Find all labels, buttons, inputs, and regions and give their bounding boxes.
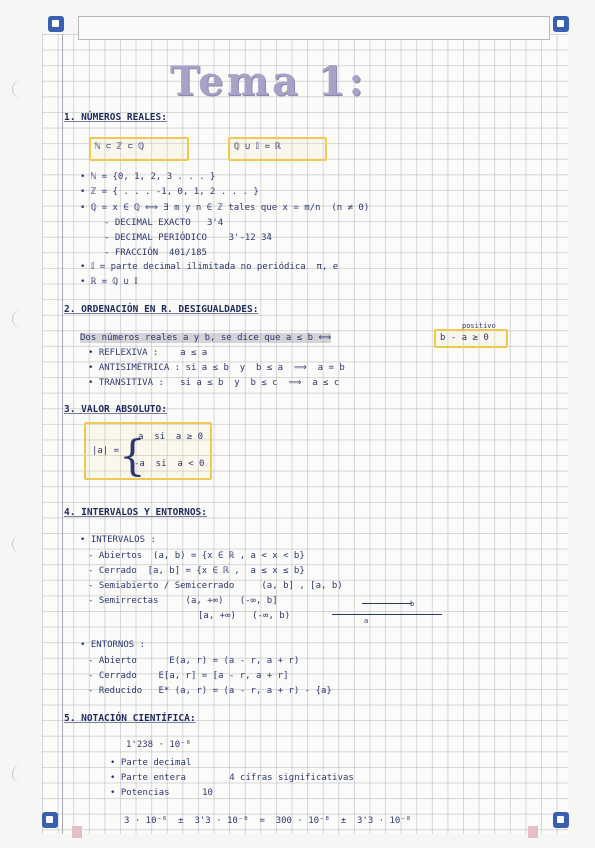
- intervals-heading: • INTERVALOS :: [80, 535, 156, 545]
- rational-type-3: - FRACCIÓN 401/185: [104, 248, 207, 258]
- binder-hole-icon: [12, 80, 23, 98]
- neighborhood-closed: - Cerrado E[a, r] = [a - r, a + r]: [88, 671, 289, 681]
- corner-mark-icon: [48, 16, 64, 32]
- number-line: [332, 614, 442, 615]
- section-1-title: 1. NÚMEROS REALES:: [64, 112, 167, 123]
- sci-part-integer: • Parte entera 4 cifras significativas: [110, 773, 354, 783]
- order-def: Dos números reales a y b, se dice que a ≤ b ⟺: [80, 333, 332, 343]
- corner-mark-icon: [553, 812, 569, 828]
- rational-type-2: - DECIMAL PERIÓDICO 3'-12 3̄4: [104, 233, 272, 243]
- property-transitive: • TRANSITIVA : si a ≤ b y b ≤ c ⟹ a ≤ c: [88, 378, 340, 388]
- sci-example: 1'238 · 10⁻⁶: [126, 740, 192, 750]
- rationals-def: • ℚ = x ∈ ℚ ⟺ ∃ m y n ∈ ℤ tales que x = m/n (n ≠ 0): [80, 203, 370, 213]
- sci-part-decimal: • Parte decimal: [110, 758, 192, 768]
- integers-def: • ℤ = { . . . -1, 0, 1, 2 . . . }: [80, 187, 259, 197]
- pink-square: [528, 826, 538, 838]
- section-4-title: 4. INTERVALOS Y ENTORNOS:: [64, 507, 207, 518]
- corner-mark-icon: [553, 16, 569, 32]
- sci-powers: • Potencias 10: [110, 788, 213, 798]
- page-title: Tema 1:: [170, 58, 367, 105]
- interval-half: - Semiabierto / Semicerrado (a, b] , [a, b): [88, 581, 343, 591]
- margin-line: [62, 34, 63, 834]
- pink-square: [72, 826, 82, 838]
- neighborhoods-heading: • ENTORNOS :: [80, 640, 146, 650]
- rational-type-1: - DECIMAL EXACTO 3'4: [104, 218, 224, 228]
- interval-open: - Abiertos (a, b) = {x ∈ ℝ , a < x < b}: [88, 551, 305, 561]
- abs-lhs: |a| =: [92, 446, 120, 456]
- binder-hole-icon: [12, 310, 23, 328]
- binder-hole-icon: [12, 535, 23, 553]
- interval-ray-2: [a, +∞) (-∞, b): [198, 611, 291, 621]
- neighborhood-open: - Abierto E(a, r) = (a - r, a + r): [88, 656, 300, 666]
- positive-note: positivo: [462, 322, 496, 330]
- sci-equation: 3 · 10⁻⁶ ± 3'3 · 10⁻⁸ = 300 · 10⁻⁸ ± 3'3 · 10⁻⁸: [124, 816, 412, 826]
- interval-closed: - Cerrado [a, b] = {x ∈ ℝ , a ≤ x ≤ b}: [88, 566, 305, 576]
- order-condition: b - a ≥ 0: [440, 333, 489, 343]
- abs-case-1: a si a ≥ 0: [138, 432, 204, 442]
- section-5-title: 5. NOTACIÓN CIENTÍFICA:: [64, 713, 196, 724]
- axis-label-b: b: [410, 600, 415, 608]
- abs-case-2: -a si a < 0: [134, 459, 205, 469]
- reals-def: • ℝ = ℚ ∪ 𝕀: [80, 277, 138, 287]
- brace-icon: {: [119, 431, 146, 480]
- interval-ray: - Semirrectas (a, +∞) (-∞, b]: [88, 596, 278, 606]
- binder-hole-icon: [12, 765, 23, 783]
- set-inclusion: ℕ ⊂ ℤ ⊂ ℚ: [95, 142, 144, 152]
- property-antisymmetric: • ANTISIMÉTRICA : si a ≤ b y b ≤ a ⟹ a = b: [88, 363, 345, 373]
- section-2-title: 2. ORDENACIÓN EN R. DESIGUALDADES:: [64, 304, 259, 315]
- naturals-def: • ℕ = {0, 1, 2, 3 . . . }: [80, 172, 216, 182]
- section-3-title: 3. VALOR ABSOLUTO:: [64, 404, 167, 415]
- interval-segment: [362, 603, 412, 604]
- reals-union: ℚ ∪ 𝕀 = ℝ: [234, 142, 281, 152]
- irrationals-def: • 𝕀 = parte decimal ilimitada no periódica π, e: [80, 262, 339, 272]
- corner-mark-icon: [42, 812, 58, 828]
- axis-label-a: a: [364, 617, 369, 625]
- property-reflexive: • REFLEXIVA : a ≤ a: [88, 348, 208, 358]
- header-box: [78, 16, 550, 40]
- neighborhood-reduced: - Reducido E* (a, r) = (a - r, a + r) - {a}: [88, 686, 332, 696]
